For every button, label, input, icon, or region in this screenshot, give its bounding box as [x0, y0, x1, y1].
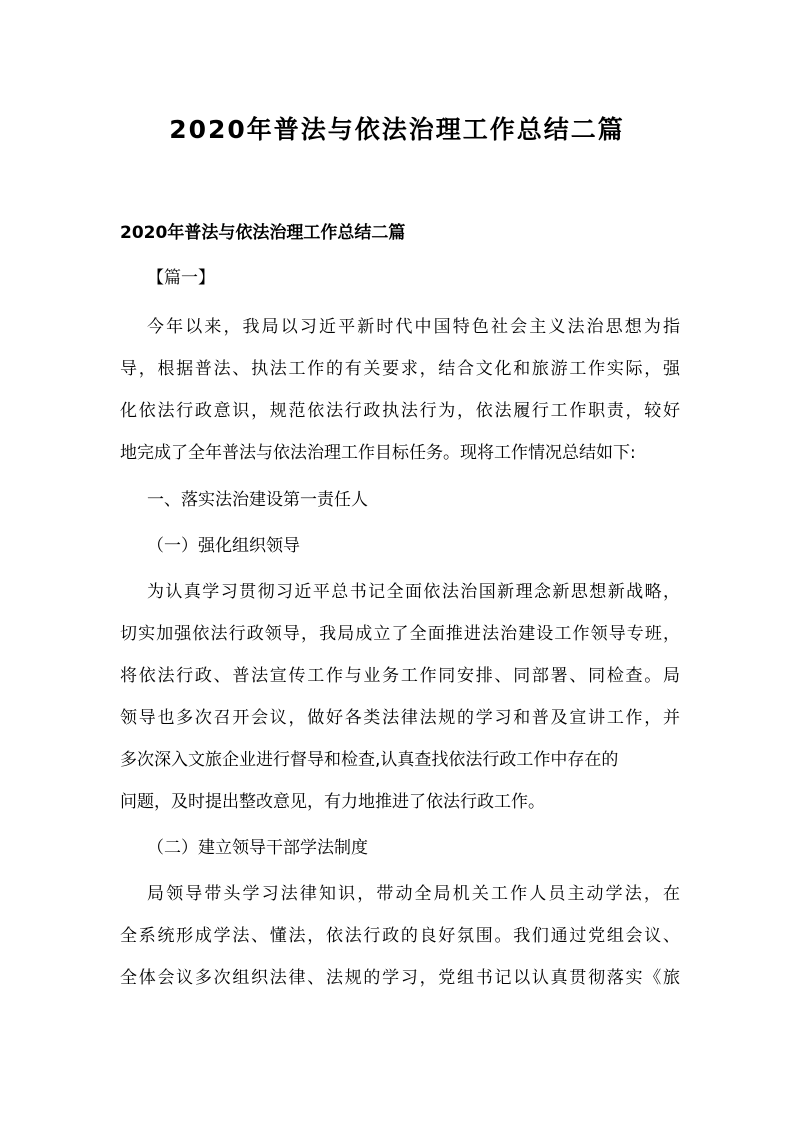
paragraph-line: 局领导带头学习法律知识，带动全局机关工作人员主动学法，在 — [147, 884, 680, 904]
subsection-heading: （二）建立领导干部学法制度 — [147, 838, 368, 858]
paragraph-line: 化依法行政意识，规范依法行政执法行为，依法履行工作职责，较好 — [120, 401, 680, 421]
document-subtitle: 2020年普法与依法治理工作总结二篇 — [120, 223, 406, 243]
section-heading: 一、落实法治建设第一责任人 — [147, 490, 368, 510]
subsection-heading: （一）强化组织领导 — [147, 536, 300, 556]
paragraph-line: 将依法行政、普法宣传工作与业务工作同安排、同部署、同检查。局 — [120, 666, 680, 686]
paragraph-line: 导，根据普法、执法工作的有关要求，结合文化和旅游工作实际，强 — [120, 359, 680, 379]
paragraph-line: 多次深入文旅企业进行督导和检查,认真查找依法行政工作中存在的 — [120, 750, 619, 770]
paragraph-line: 全系统形成学法、懂法，依法行政的良好氛围。我们通过党组会议、 — [120, 926, 680, 946]
section-label: 【篇一】 — [147, 268, 215, 288]
paragraph-line: 为认真学习贯彻习近平总书记全面依法治国新理念新思想新战略， — [147, 582, 680, 602]
paragraph-line: 全体会议多次组织法律、法规的学习，党组书记以认真贯彻落实《旅 — [120, 968, 680, 988]
document-title: 2020年普法与依法治理工作总结二篇 — [169, 115, 625, 144]
paragraph-line: 领导也多次召开会议，做好各类法律法规的学习和普及宣讲工作，并 — [120, 708, 680, 728]
paragraph-line: 地完成了全年普法与依法治理工作目标任务。现将工作情况总结如下: — [120, 443, 636, 463]
paragraph-line: 今年以来，我局以习近平新时代中国特色社会主义法治思想为指 — [147, 317, 680, 337]
paragraph-line: 问题，及时提出整改意见，有力地推进了依法行政工作。 — [120, 792, 545, 812]
paragraph-line: 切实加强依法行政领导，我局成立了全面推进法治建设工作领导专班， — [120, 624, 680, 644]
